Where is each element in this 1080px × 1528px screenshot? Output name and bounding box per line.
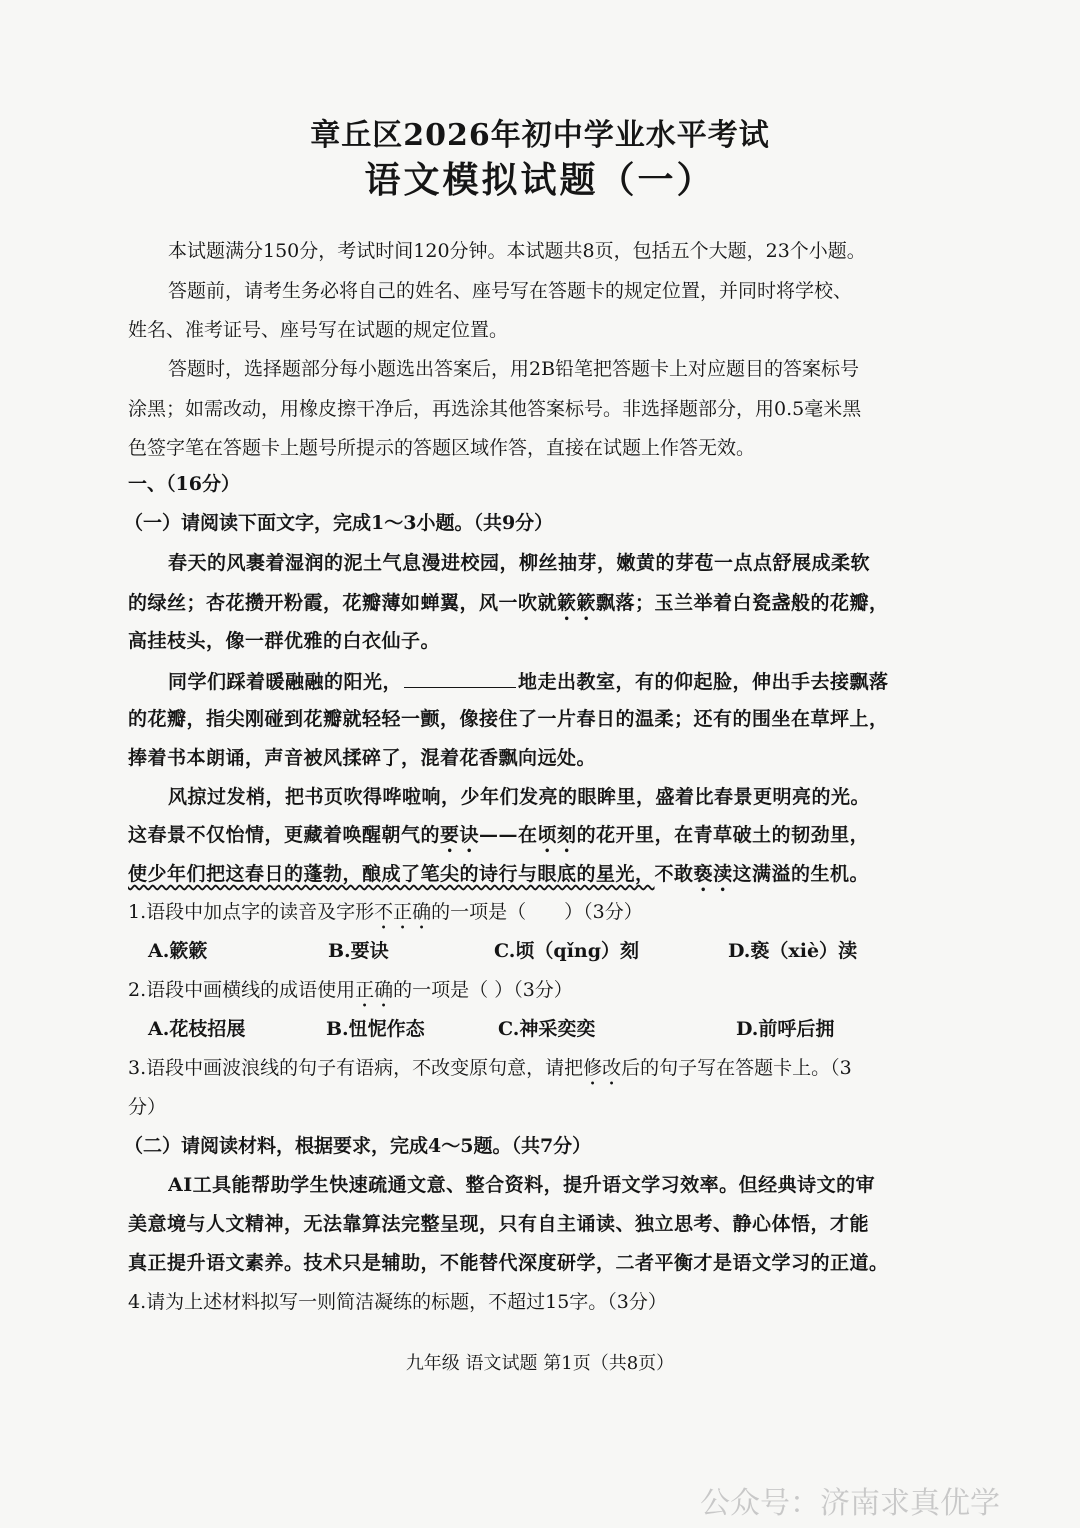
question-3-cont: 分） xyxy=(128,1096,167,1118)
option-d: D.前呼后拥 xyxy=(736,1018,835,1040)
instruction-line: 本试题满分150分，考试时间120分钟。本试题共8页，包括五个大题，23个小题。 xyxy=(168,240,866,262)
instruction-line: 答题时，选择题部分每小题选出答案后，用2B铅笔把答题卡上对应题目的答案标号 xyxy=(168,358,860,380)
dotted-word: 簌簌 xyxy=(557,592,597,614)
option-a: A.花枝招展 xyxy=(148,1018,246,1040)
passage-line: 的绿丝；杏花攒开粉霞，花瓣薄如蝉翼，风一吹就簌簌飘落；玉兰举着白瓷盏般的花瓣， xyxy=(128,592,889,614)
question-1: 1.语段中加点字的读音及字形不正确的一项是（ ）（3分） xyxy=(128,901,643,923)
wavy-sentence: 使少年们把这春日的蓬勃，酿成了笔尖的诗行与眼底的星光， xyxy=(128,863,655,885)
option-c: C.神采奕奕 xyxy=(498,1018,596,1040)
passage-line: 春天的风裹着湿润的泥土气息漫进校园，柳丝抽芽，嫩黄的芽苞一点点舒展成柔软 xyxy=(168,552,871,574)
passage-line: 高挂枝头，像一群优雅的白衣仙子。 xyxy=(128,630,441,652)
question-3: 3.语段中画波浪线的句子有语病，不改变原句意，请把修改后的句子写在答题卡上。（3 xyxy=(128,1057,852,1079)
question-2: 2.语段中画横线的成语使用正确的一项是（ ）（3分） xyxy=(128,979,573,1001)
dotted-word: 亵渎 xyxy=(693,863,733,885)
instruction-line: 答题前，请考生务必将自己的姓名、座号写在答题卡的规定位置，并同时将学校、 xyxy=(168,280,853,302)
material-line: AI工具能帮助学生快速疏通文意、整合资料，提升语文学习效率。但经典诗文的审 xyxy=(168,1174,876,1196)
passage-line: 使少年们把这春日的蓬勃，酿成了笔尖的诗行与眼底的星光，不敢亵渎这满溢的生机。 xyxy=(128,863,870,885)
option-a: A.簌簌 xyxy=(148,940,208,962)
watermark: 公众号：济南求真优学 xyxy=(700,1486,1000,1521)
passage-line: 捧着书本朗诵，声音被风揉碎了，混着花香飘向远处。 xyxy=(128,747,597,769)
section-heading: 一、（16分） xyxy=(128,473,240,495)
passage-line: 这春景不仅怡情，更藏着唤醒朝气的要诀——在顷刻的花开里，在青草破土的韧劲里， xyxy=(128,824,870,846)
option-b: B.忸怩作态 xyxy=(326,1018,425,1040)
part-heading: （二）请阅读材料，根据要求，完成4～5题。（共7分） xyxy=(124,1135,592,1157)
material-line: 美意境与人文精神，无法靠算法完整呈现，只有自主诵读、独立思考、静心体悟，才能 xyxy=(128,1213,870,1235)
passage-line: 同学们踩着暖融融的阳光， 地走出教室，有的仰起脸，伸出手去接飘落 xyxy=(168,667,948,695)
instruction-line: 涂黑；如需改动，用橡皮擦干净后，再选涂其他答案标号。非选择题部分，用0.5毫米黑 xyxy=(128,398,862,420)
passage-line: 风掠过发梢，把书页吹得哗啦响，少年们发亮的眼眸里，盛着比春景更明亮的光。 xyxy=(168,786,871,808)
exam-subtitle: 语文模拟试题（一） xyxy=(364,159,716,201)
instruction-line: 姓名、准考证号、座号写在试题的规定位置。 xyxy=(128,319,509,341)
question-4: 4.请为上述材料拟写一则简洁凝练的标题，不超过15字。（3分） xyxy=(128,1291,667,1313)
option-d: D.亵（xiè）渎 xyxy=(728,940,858,962)
instruction-line: 色签字笔在答题卡上题号所提示的答题区域作答，直接在试题上作答无效。 xyxy=(128,437,756,459)
material-line: 真正提升语文素养。技术只是辅助，不能替代深度研学，二者平衡才是语文学习的正道。 xyxy=(128,1252,889,1274)
dotted-word: 要诀 xyxy=(440,824,480,846)
dotted-word: 顷刻 xyxy=(537,824,577,846)
exam-title: 章丘区2026年初中学业水平考试 xyxy=(310,118,770,153)
page-footer: 九年级 语文试题 第1页（共8页） xyxy=(405,1353,675,1374)
part-heading: （一）请阅读下面文字，完成1～3小题。（共9分） xyxy=(124,512,554,534)
passage-line: 的花瓣，指尖刚碰到花瓣就轻轻一颤，像接住了一片春日的温柔；还有的围坐在草坪上， xyxy=(128,708,889,730)
option-b: B.要诀 xyxy=(328,940,389,962)
fill-blank xyxy=(404,667,516,688)
option-c: C.顷（qǐng）刻 xyxy=(494,940,640,962)
